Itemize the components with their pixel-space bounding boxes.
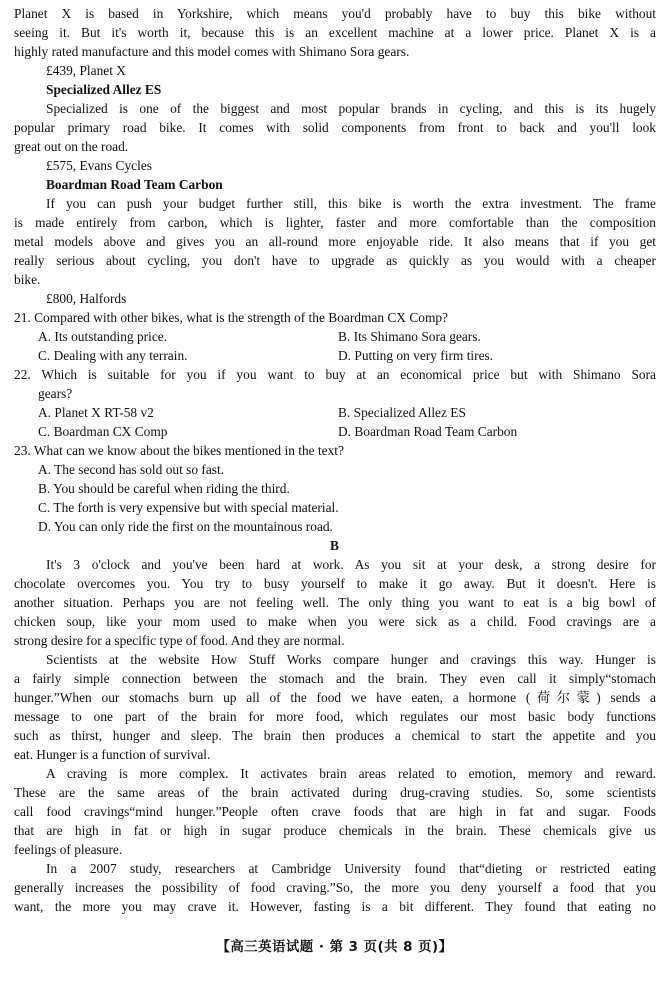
text-line: that are high in fat or high in sugar produce chemicals in the brain. These chemicals give us [14, 823, 656, 838]
text-line: great out on the road. [14, 139, 129, 154]
text-line: eat. Hunger is a function of survival. [14, 747, 211, 762]
option-21a: A. Its outstanding price. [38, 329, 168, 344]
question-22-cont: gears? [38, 386, 73, 401]
text-line: want, the more you may crave it. However, fasting is a bit different. They found that eating no [14, 899, 656, 914]
option-23a: A. The second has sold out so fast. [38, 462, 225, 477]
question-23: 23. What can we know about the bikes mentioned in the text? [14, 443, 344, 458]
option-22a: A. Planet X RT-58 v2 [38, 405, 154, 420]
text-line: generally increases the possibility of food craving.”So, the more you deny yourself a food that you [14, 880, 656, 895]
text-line: Planet X is based in Yorkshire, which means you'd probably have to buy this bike without [14, 6, 656, 21]
text-line: call food cravings“mind hunger.”People often crave foods that are high in fat and sugar. Foods [14, 804, 656, 819]
text-line: strong desire for a specific type of food. And they are normal. [14, 633, 345, 648]
option-23c: C. The forth is very expensive but with special material. [38, 500, 339, 515]
text-line: such as thirst, hunger and sleep. The brain then produces a chemical to start the appetite and you [14, 728, 656, 743]
text-line: metal models above and gives you an all-round more enjoyable ride. It also means that if you get [14, 234, 656, 249]
text-line: chicken soup, like your mom used to make when you were sick as a child. Food cravings are a [14, 614, 656, 629]
text-line: hunger.”When our stomachs burn up all of the food we have eaten, a hormone (荷尔蒙) sends a [14, 690, 656, 705]
price-line: £439, Planet X [46, 63, 126, 78]
text-line: If you can push your budget further still, this bike is worth the extra investment. The frame [46, 196, 656, 211]
text-line: highly rated manufacture and this model comes with Shimano Sora gears. [14, 44, 410, 59]
bike-title: Specialized Allez ES [46, 82, 162, 97]
text-line: popular primary road bike. It comes with solid components from front to back and you'll look [14, 120, 656, 135]
text-line: another situation. Perhaps you are not feeling well. The only thing you want to eat is a big bowl of [14, 595, 656, 610]
option-21b: B. Its Shimano Sora gears. [338, 329, 481, 344]
text-line: In a 2007 study, researchers at Cambridge University found that“dieting or restricted eating [46, 861, 656, 876]
text-line: Specialized is one of the biggest and most popular brands in cycling, and this is its hugely [46, 101, 656, 116]
option-23b: B. You should be careful when riding the third. [38, 481, 290, 496]
text-line: seeing it. But it's worth it, because this is an excellent machine at a lower price. Planet X is a [14, 25, 656, 40]
text-line: a fairly simple connection between the stomach and the brain. They even call it simply“stomach [14, 671, 656, 686]
text-line: feelings of pleasure. [14, 842, 123, 857]
option-21d: D. Putting on very firm tires. [338, 348, 494, 363]
option-22b: B. Specialized Allez ES [338, 405, 466, 420]
section-heading: B [330, 538, 339, 553]
option-22c: C. Boardman CX Comp [38, 424, 168, 439]
bike-title: Boardman Road Team Carbon [46, 177, 223, 192]
price-line: £575, Evans Cycles [46, 158, 152, 173]
option-23d: D. You can only ride the first on the mountainous road. [38, 519, 333, 534]
text-line: really serious about cycling, you don't have to upgrade as quickly as you would with a cheaper [14, 253, 656, 268]
question-22: 22. Which is suitable for you if you want to buy at an economical price but with Shimano Sora [14, 367, 656, 382]
text-line: message to one part of the brain for more food, which regulates our most basic body functions [14, 709, 656, 724]
page-footer: 【高三英语试题 · 第 3 页(共 8 页)】 [216, 940, 453, 955]
option-21c: C. Dealing with any terrain. [38, 348, 188, 363]
text-line: It's 3 o'clock and you've been hard at work. As you sit at your desk, a strong desire for [46, 557, 656, 572]
text-line: These are the same areas of the brain activated during drug-craving studies. So, some scientists [14, 785, 656, 800]
option-22d: D. Boardman Road Team Carbon [338, 424, 518, 439]
question-21: 21. Compared with other bikes, what is the strength of the Boardman CX Comp? [14, 310, 449, 325]
text-line: A craving is more complex. It activates brain areas related to emotion, memory and reward. [46, 766, 656, 781]
price-line: £800, Halfords [46, 291, 127, 306]
text-line: is made entirely from carbon, which is lighter, faster and more comfortable than the composition [14, 215, 656, 230]
text-line: chocolate overcomes you. You try to busy yourself to make it go away. But it doesn't. Here is [14, 576, 656, 591]
text-line: Scientists at the website How Stuff Works compare hunger and cravings this way. Hunger is [46, 652, 656, 667]
text-line: bike. [14, 272, 41, 287]
